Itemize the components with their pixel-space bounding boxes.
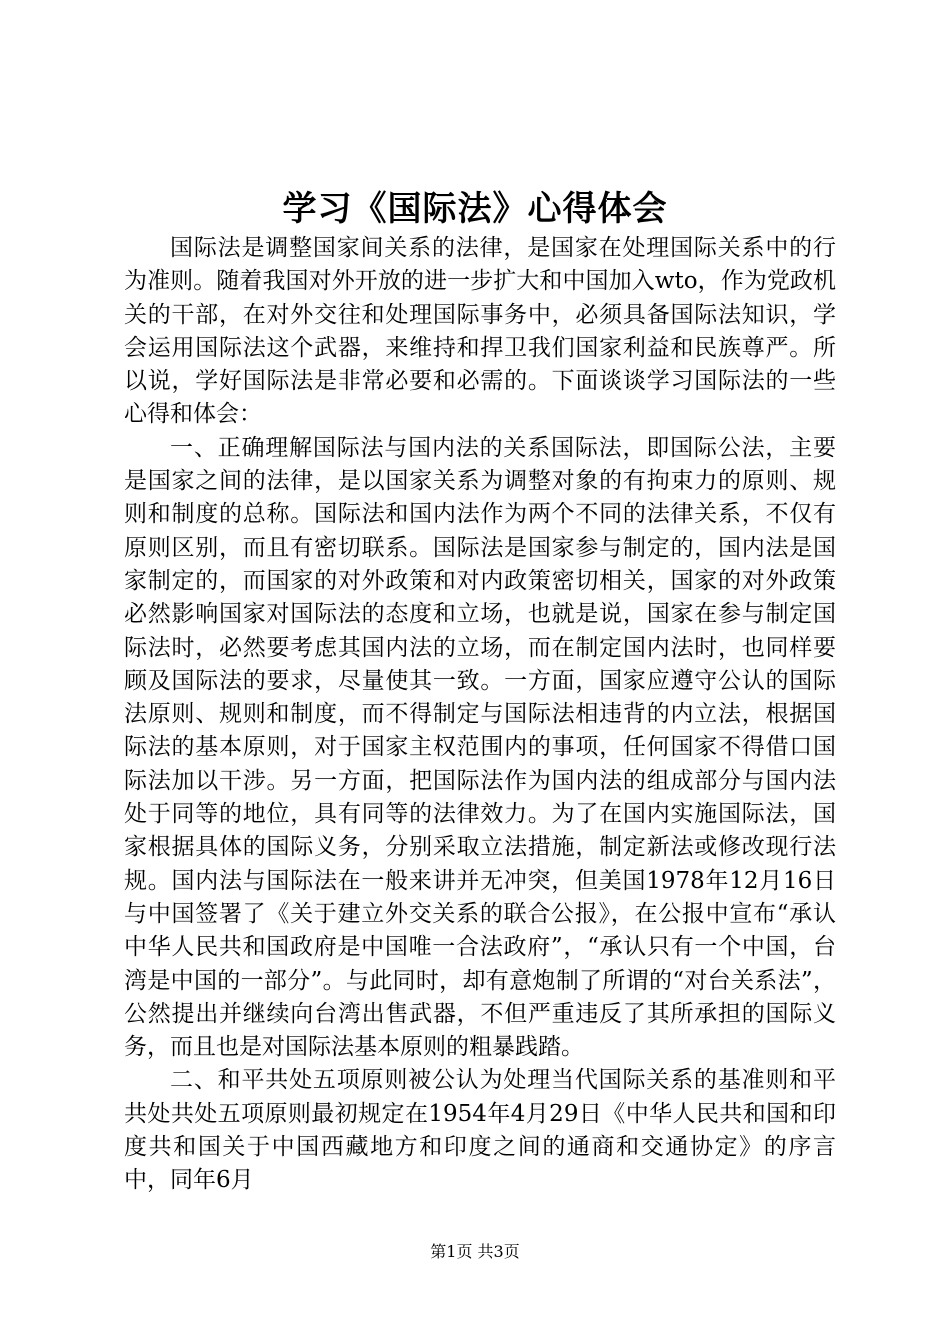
paragraph-intro: 国际法是调整国家间关系的法律，是国家在处理国际关系中的行为准则。随着我国对外开放的进一步扩大和中国加入wto，作为党政机关的干部，在对外交往和处理国际事务中，必须具备国际法知识，学会运用国际法这个武器，来维持和捍卫我们国家利益和民族尊严。所以说，学好国际法是非常必要和必需的。下面谈谈学习国际法的一些心得和体会： bbox=[124, 235, 836, 428]
document-title: 学习《国际法》心得体会 bbox=[282, 189, 668, 229]
paragraph-section-one: 一、正确理解国际法与国内法的关系国际法，即国际公法，主要是国家之间的法律，是以国家关系为调整对象的有拘束力的原则、规则和制度的总称。国际法和国内法作为两个不同的法律关系，不仅有原则区别，而且有密切联系。国际法是国家参与制定的，国内法是国家制定的，而国家的对外政策和对内政策密切相关，国家的对外政策必然影响国家对国际法的态度和立场，也就是说，国家在参与制定国际法时，必然要考虑其国内法的立场，而在制定国内法时，也同样要顾及国际法的要求，尽量使其一致。一方面，国家应遵守公认的国际法原则、规则和制度，而不得制定与国际法相违背的内立法，根据国际法的基本原则，对于国家主权范围内的事项，任何国家不得借口国际法加以干涉。另一方面，把国际法作为国内法的组成部分与国内法处于同等的地位，具有同等的法律效力。为了在国内实施国际法，国家根据具体的国际义务，分别采取立法措施，制定新法或修改现行法规。国内法与国际法在一般来讲并无冲突，但美国1978年12月16日与中国签署了《关于建立外交关系的联合公报》，在公报中宣布“承认中华人民共和国政府是中国唯一合法政府”，“承认只有一个中国，台湾是中国的一部分”。与此同时，却有意炮制了所谓的“对台关系法”，公然提出并继续向台湾出售武器，不但严重违反了其所承担的国际义务，而且也是对国际法基本原则的粗暴践踏。 bbox=[124, 434, 836, 1061]
paragraph-section-two: 二、和平共处五项原则被公认为处理当代国际关系的基准则和平共处共处五项原则最初规定在1954年4月29日《中华人民共和国和印度共和国关于中国西藏地方和印度之间的通商和交通协定》的序言中，同年6月 bbox=[124, 1067, 836, 1194]
document-body bbox=[124, 232, 836, 1198]
page-footer: 第1页 共3页 bbox=[430, 1242, 520, 1261]
